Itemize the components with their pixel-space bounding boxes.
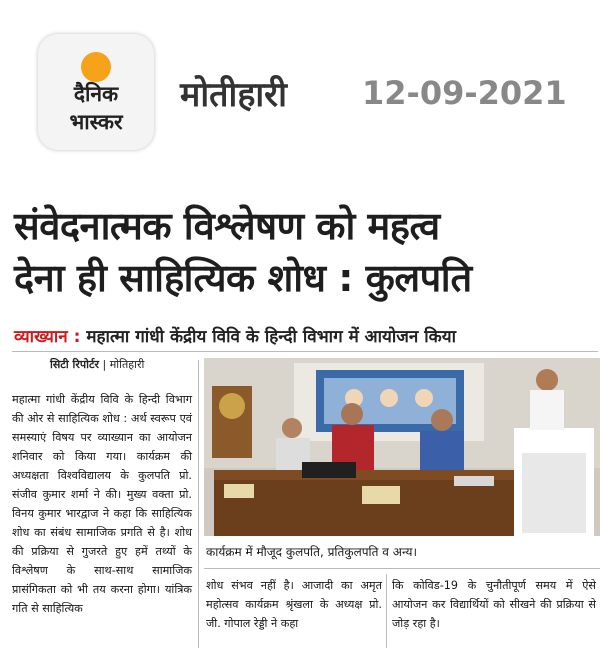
- subhead-keyword: व्याख्यान :: [14, 327, 81, 347]
- headline: [14, 200, 594, 304]
- divider: [12, 351, 598, 352]
- byline-place: मोतिहारी: [109, 358, 145, 371]
- sun-icon: [81, 52, 111, 82]
- event-photo: [204, 358, 600, 536]
- article-column-2: शोध संभव नहीं है। आजादी का अमृत महोत्सव कार्यक्रम श्रृंखला के अध्यक्ष प्रो. जी. गोपाल रेड्डी ने कहा: [206, 579, 382, 630]
- article-column-1: महात्मा गांधी केंद्रीय विवि के हिन्दी विभाग की ओर से साहित्यिक शोध : अर्थ स्वरूप एवं समस्याएं विषय पर व्याख्यान का आयोजन शनिवार को किया गया। कार्यक्रम की अध्यक्षता विश्वविद्यालय के कुलपति प्रो. संजीव कुमार शर्मा ने की। मुख्य वक्ता प्रो. विनय कुमार भारद्वाज ने कहा कि साहित्यिक शोध का संबंध सामाजिक प्रगति से है। शोध की प्रक्रिया से गुजरते हुए हमें तथ्यों के विश्लेषण के साथ-साथ सामाजिक प्रासंगिकता को भी तय करना होगा। यांत्रिक गति से साहित्यिक: [12, 393, 192, 615]
- headline-line2: देना ही साहित्यिक शोध : कुलपति: [14, 256, 472, 300]
- column-divider: [198, 360, 199, 648]
- edition-city: मोतीहारी: [180, 75, 287, 115]
- byline-separator: |: [102, 358, 110, 371]
- column-divider-2: [386, 574, 387, 648]
- event-photo-illustration: [204, 358, 600, 536]
- byline: [50, 357, 144, 372]
- caption-divider: [204, 568, 600, 569]
- headline-line1: संवेदनात्मक विश्लेषण को महत्व: [14, 204, 440, 248]
- subhead-text: महात्मा गांधी केंद्रीय विवि के हिन्दी विभाग में आयोजन किया: [86, 327, 456, 347]
- subheadline: [14, 324, 599, 347]
- dainik-bhaskar-logo: [38, 34, 154, 150]
- article-column-3: कि कोविड-19 के चुनौतीपूर्ण समय में ऐसे आयोजन कर विद्यार्थियों को सीखने की प्रक्रिया से जोड़ रहा है।: [392, 579, 596, 630]
- logo-line1: दैनिक: [73, 82, 119, 106]
- edition-date: 12-09-2021: [362, 74, 567, 112]
- byline-reporter: सिटी रिपोर्टर: [50, 358, 99, 371]
- logo-line2: भास्कर: [69, 110, 123, 134]
- photo-caption: कार्यक्रम में मौजूद कुलपति, प्रतिकुलपति व अन्य।: [206, 545, 418, 559]
